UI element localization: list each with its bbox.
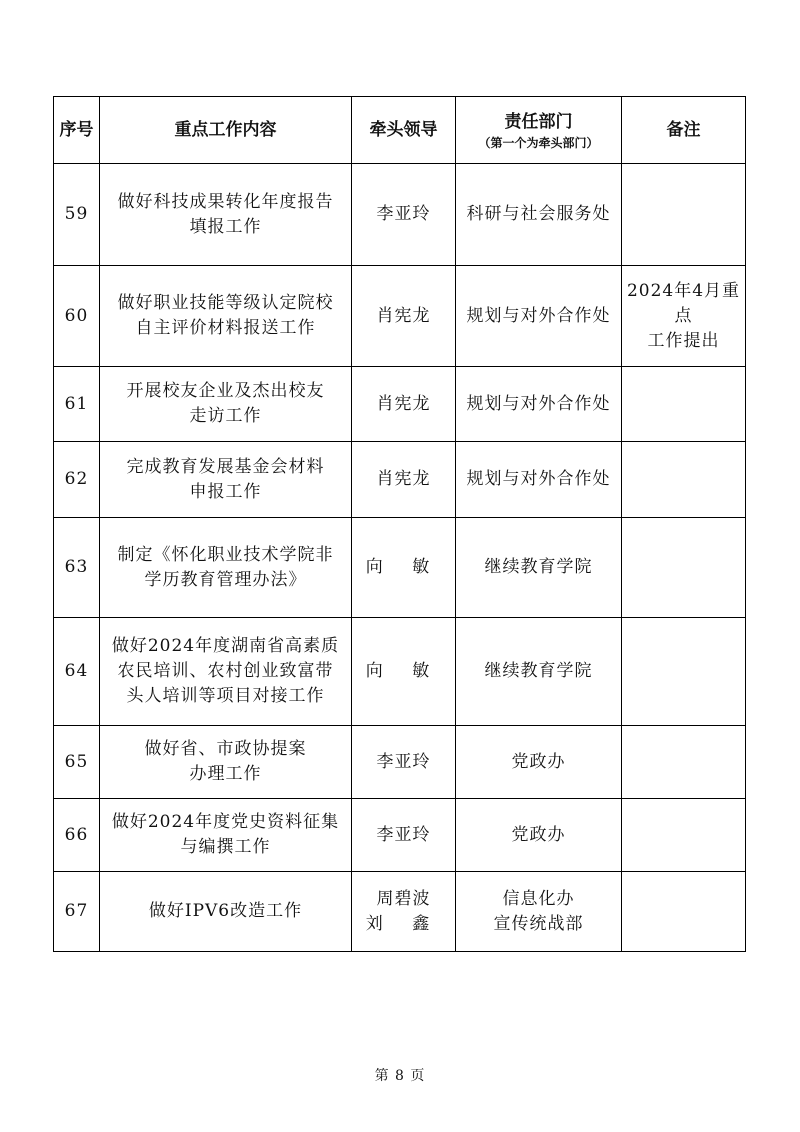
- work-content-cell: [100, 726, 352, 799]
- work-content-cell-line: 做好2024年度党史资料征集: [111, 812, 340, 832]
- department-cell: [456, 618, 622, 726]
- department-cell-line: 继续教育学院: [484, 661, 593, 681]
- work-content-cell: [100, 367, 352, 442]
- table-row: [54, 518, 746, 618]
- department-cell-line: 规划与对外合作处: [466, 305, 611, 326]
- leader-cell-line: 李亚玲: [376, 824, 431, 845]
- work-content-cell-line: 头人培训等项目对接工作: [126, 686, 325, 706]
- leader-cell: [352, 872, 456, 952]
- work-content-cell-line: 做好职业技能等级认定院校: [117, 293, 334, 313]
- work-content-cell-line: 申报工作: [189, 481, 262, 502]
- work-content-cell-line: 做好科技成果转化年度报告: [117, 191, 334, 212]
- department-cell-line: 规划与对外合作处: [466, 393, 611, 414]
- header-dept: [456, 97, 622, 164]
- header-content: 重点工作内容: [100, 97, 352, 164]
- header-leader: 牵头领导: [352, 97, 456, 164]
- leader-cell-line: 肖宪龙: [376, 469, 431, 489]
- table-row: [54, 164, 746, 266]
- row-number-cell: 66: [54, 799, 100, 872]
- department-cell: [456, 164, 622, 266]
- department-cell-line: 继续教育学院: [484, 557, 593, 577]
- table-row: [54, 799, 746, 872]
- note-cell: [622, 164, 746, 266]
- note-cell: [622, 442, 746, 518]
- work-content-cell-line: 走访工作: [189, 406, 262, 426]
- leader-cell: [352, 367, 456, 442]
- note-cell: [622, 518, 746, 618]
- department-cell: [456, 518, 622, 618]
- work-content-cell-line: 农民培训、农村创业致富带: [117, 661, 334, 681]
- key-work-table: [53, 96, 746, 952]
- note-cell: [622, 266, 746, 367]
- row-number-cell: 59: [54, 164, 100, 266]
- work-content-cell-line: 制定《怀化职业技术学院非: [117, 544, 334, 565]
- work-content-cell-line: 办理工作: [189, 764, 262, 784]
- leader-cell: [352, 518, 456, 618]
- row-number-cell: 67: [54, 872, 100, 952]
- table-header-row: [54, 97, 746, 164]
- work-content-cell-line: 与编撰工作: [180, 837, 271, 857]
- table-row: [54, 726, 746, 799]
- row-number-cell: 64: [54, 618, 100, 726]
- work-content-cell: [100, 266, 352, 367]
- leader-cell-line: 李亚玲: [376, 204, 431, 224]
- department-cell-line: 宣传统战部: [493, 913, 584, 934]
- department-cell: [456, 799, 622, 872]
- row-number-cell: 61: [54, 367, 100, 442]
- department-cell-line: 科研与社会服务处: [466, 204, 611, 224]
- leader-cell: [352, 618, 456, 726]
- work-content-cell-line: 开展校友企业及杰出校友: [126, 381, 325, 401]
- leader-cell-line: 向 敏: [365, 557, 442, 577]
- department-cell-line: 党政办: [511, 751, 566, 772]
- work-content-cell-line: 做好2024年度湖南省高素质: [111, 636, 340, 656]
- note-cell: [622, 367, 746, 442]
- note-cell: [622, 799, 746, 872]
- department-cell: [456, 726, 622, 799]
- department-cell-line: 规划与对外合作处: [466, 469, 611, 489]
- leader-cell: [352, 164, 456, 266]
- leader-cell-line: 李亚玲: [376, 751, 431, 772]
- work-content-cell-line: 自主评价材料报送工作: [135, 318, 316, 338]
- work-content-cell-line: 做好省、市政协提案: [144, 739, 307, 759]
- work-content-cell: [100, 799, 352, 872]
- note-cell-line: 工作提出: [647, 330, 720, 351]
- table-row: [54, 618, 746, 726]
- note-cell: [622, 618, 746, 726]
- leader-cell-line: 刘 鑫: [365, 913, 442, 934]
- work-content-cell: [100, 518, 352, 618]
- department-cell: [456, 442, 622, 518]
- header-num: 序号: [54, 97, 100, 164]
- department-cell: [456, 872, 622, 952]
- leader-cell: [352, 266, 456, 367]
- page-number: 第 8 页: [374, 1068, 426, 1084]
- work-content-cell-line: 完成教育发展基金会材料: [126, 456, 325, 477]
- header-note: 备注: [622, 97, 746, 164]
- table-row: [54, 872, 746, 952]
- work-content-cell-line: 做好IPV6改造工作: [148, 901, 303, 921]
- leader-cell: [352, 799, 456, 872]
- department-cell: [456, 266, 622, 367]
- header-dept-label: 责任部门: [504, 111, 573, 132]
- row-number-cell: 62: [54, 442, 100, 518]
- leader-cell: [352, 442, 456, 518]
- row-number-cell: 63: [54, 518, 100, 618]
- leader-cell-line: 周碧波: [376, 888, 431, 909]
- department-cell-line: 信息化办: [502, 888, 575, 909]
- table-row: [54, 442, 746, 518]
- leader-cell-line: 肖宪龙: [376, 393, 431, 414]
- table-row: [54, 367, 746, 442]
- table-row: [54, 266, 746, 367]
- leader-cell-line: 肖宪龙: [376, 305, 431, 326]
- note-cell: [622, 872, 746, 952]
- work-content-cell-line: 填报工作: [189, 216, 262, 237]
- work-content-cell: [100, 618, 352, 726]
- work-content-cell: [100, 442, 352, 518]
- row-number-cell: 65: [54, 726, 100, 799]
- leader-cell: [352, 726, 456, 799]
- row-number-cell: 60: [54, 266, 100, 367]
- leader-cell-line: 向 敏: [365, 661, 442, 681]
- work-content-cell: [100, 872, 352, 952]
- note-cell: [622, 726, 746, 799]
- header-dept-subtitle: （第一个为牵头部门）: [478, 135, 599, 150]
- work-content-cell: [100, 164, 352, 266]
- note-cell-line: 2024年4月重点: [626, 280, 741, 326]
- work-content-cell-line: 学历教育管理办法》: [144, 569, 307, 590]
- department-cell: [456, 367, 622, 442]
- department-cell-line: 党政办: [511, 824, 566, 845]
